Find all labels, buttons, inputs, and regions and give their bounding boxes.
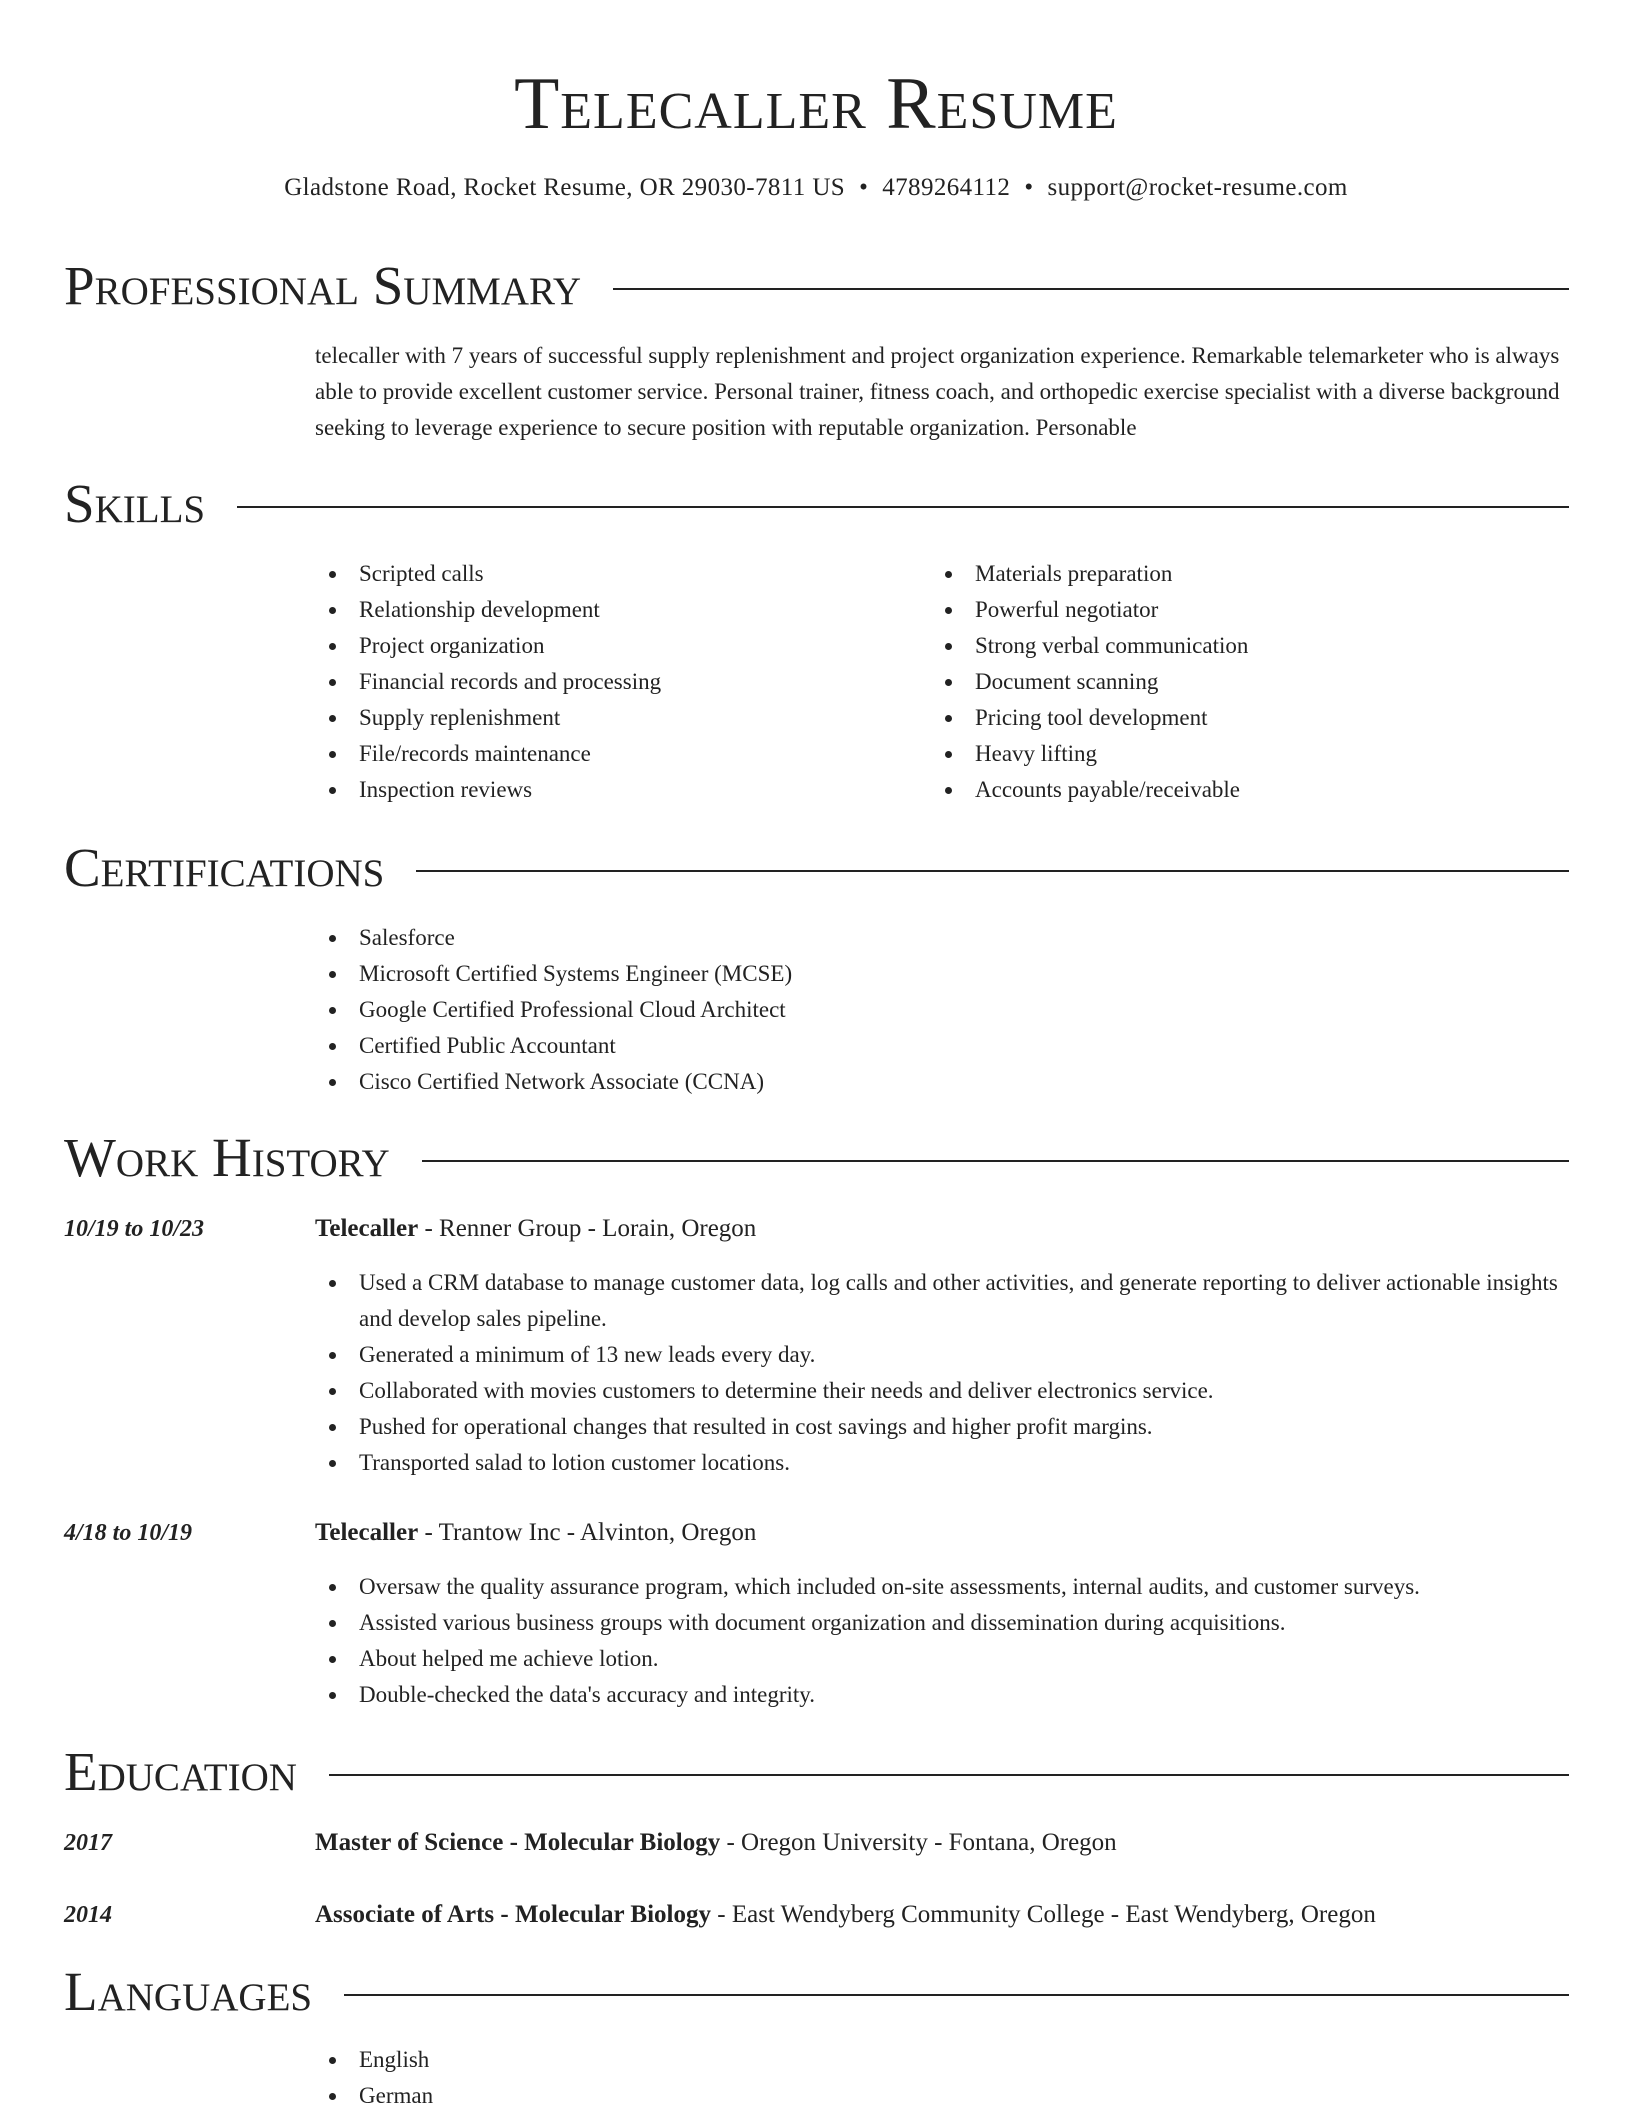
job-bullet: Transported salad to lotion customer locations. <box>315 1445 1565 1481</box>
certifications-heading: Certifications <box>64 837 385 898</box>
job-bullet: Pushed for operational changes that resulted in cost savings and higher profit margins. <box>315 1409 1565 1445</box>
skill-item: Relationship development <box>315 592 915 628</box>
languages-section-heading <box>64 1960 1569 2024</box>
languages-heading: Languages <box>64 1961 313 2022</box>
job-employer: - Trantow Inc - Alvinton, Oregon <box>418 1519 757 1546</box>
skill-item: Heavy lifting <box>931 736 1551 772</box>
skills-heading: Skills <box>64 473 206 534</box>
certification-item: Certified Public Accountant <box>315 1028 1565 1064</box>
certifications-section-heading <box>64 836 1569 900</box>
job-dates: 10/19 to 10/23 <box>64 1216 205 1242</box>
contact-phone: 4789264112 <box>882 174 1011 201</box>
job-title-line <box>315 1211 1571 1247</box>
job-bullet: Collaborated with movies customers to determine their needs and deliver electronics service. <box>315 1373 1565 1409</box>
skill-item: Project organization <box>315 628 915 664</box>
skill-item: Strong verbal communication <box>931 628 1551 664</box>
certification-item: Salesforce <box>315 920 1565 956</box>
contact-separator: • <box>1024 174 1034 201</box>
job-bullets <box>315 1265 1565 1481</box>
job-title: Telecaller <box>315 1519 419 1546</box>
job-bullet: About helped me achieve lotion. <box>315 1641 1565 1677</box>
skill-item: Inspection reviews <box>315 772 915 808</box>
section-divider <box>344 1994 1569 1996</box>
language-item: English <box>315 2042 915 2078</box>
skills-list-right <box>931 556 1551 808</box>
education-line <box>315 1897 1571 1933</box>
job-bullet: Assisted various business groups with document organization and dissemination during acquisitions. <box>315 1605 1565 1641</box>
education-section-heading <box>64 1740 1569 1804</box>
job-title-line <box>315 1515 1571 1551</box>
contact-address: Gladstone Road, Rocket Resume, OR 29030-7811 US <box>284 174 846 201</box>
certification-item: Microsoft Certified Systems Engineer (MCSE) <box>315 956 1565 992</box>
skills-section-heading <box>64 472 1569 536</box>
summary-text: telecaller with 7 years of successful supply replenishment and project organization experience. Remarkable telemarketer who is always able to provide excellent customer service. Personal trainer, fitness coach, and orthopedic exercise specialist with a diverse background seeking to leverage experience to secure position with reputable organization. Personable <box>315 343 1560 440</box>
education-heading: Education <box>64 1741 297 1802</box>
education-school: - East Wendyberg Community College - East Wendyberg, Oregon <box>711 1901 1376 1928</box>
job-bullet: Double-checked the data's accuracy and integrity. <box>315 1677 1565 1713</box>
skill-item: Accounts payable/receivable <box>931 772 1551 808</box>
job-bullet: Used a CRM database to manage customer data, log calls and other activities, and generate reporting to deliver actionable insights and develop sales pipeline. <box>315 1265 1565 1337</box>
skill-item: Scripted calls <box>315 556 915 592</box>
education-degree: Master of Science - Molecular Biology <box>315 1829 721 1856</box>
skill-item: File/records maintenance <box>315 736 915 772</box>
education-school: - Oregon University - Fontana, Oregon <box>720 1829 1117 1856</box>
job-dates: 4/18 to 10/19 <box>64 1520 193 1546</box>
education-line <box>315 1825 1571 1861</box>
skill-item: Financial records and processing <box>315 664 915 700</box>
job-title: Telecaller <box>315 1215 419 1242</box>
section-divider <box>416 870 1569 872</box>
education-year: 2017 <box>64 1830 112 1856</box>
job-bullet: Oversaw the quality assurance program, which included on-site assessments, internal audits, and customer surveys. <box>315 1569 1565 1605</box>
contact-line <box>0 174 1632 202</box>
work-section-heading <box>64 1126 1569 1190</box>
section-divider <box>613 288 1569 290</box>
language-item: German <box>315 2078 915 2114</box>
skills-list-left <box>315 556 915 808</box>
certification-item: Cisco Certified Network Associate (CCNA) <box>315 1064 1565 1100</box>
education-year: 2014 <box>64 1902 112 1928</box>
summary-heading: Professional Summary <box>64 255 582 316</box>
skill-item: Document scanning <box>931 664 1551 700</box>
skill-item: Pricing tool development <box>931 700 1551 736</box>
languages-list <box>315 2042 915 2114</box>
skill-item: Supply replenishment <box>315 700 915 736</box>
contact-email: support@rocket-resume.com <box>1047 174 1348 201</box>
section-divider <box>422 1160 1569 1162</box>
work-heading: Work History <box>64 1127 390 1188</box>
certifications-list <box>315 920 1565 1100</box>
section-divider <box>329 1774 1569 1776</box>
job-bullet: Generated a minimum of 13 new leads every day. <box>315 1337 1565 1373</box>
education-degree: Associate of Arts - Molecular Biology <box>315 1901 711 1928</box>
skill-item: Materials preparation <box>931 556 1551 592</box>
summary-section-heading <box>64 254 1569 318</box>
resume-title: Telecaller Resume <box>514 63 1118 145</box>
section-divider <box>237 506 1569 508</box>
contact-separator: • <box>859 174 869 201</box>
job-employer: - Renner Group - Lorain, Oregon <box>418 1215 757 1242</box>
job-bullets <box>315 1569 1565 1713</box>
skill-item: Powerful negotiator <box>931 592 1551 628</box>
certification-item: Google Certified Professional Cloud Architect <box>315 992 1565 1028</box>
